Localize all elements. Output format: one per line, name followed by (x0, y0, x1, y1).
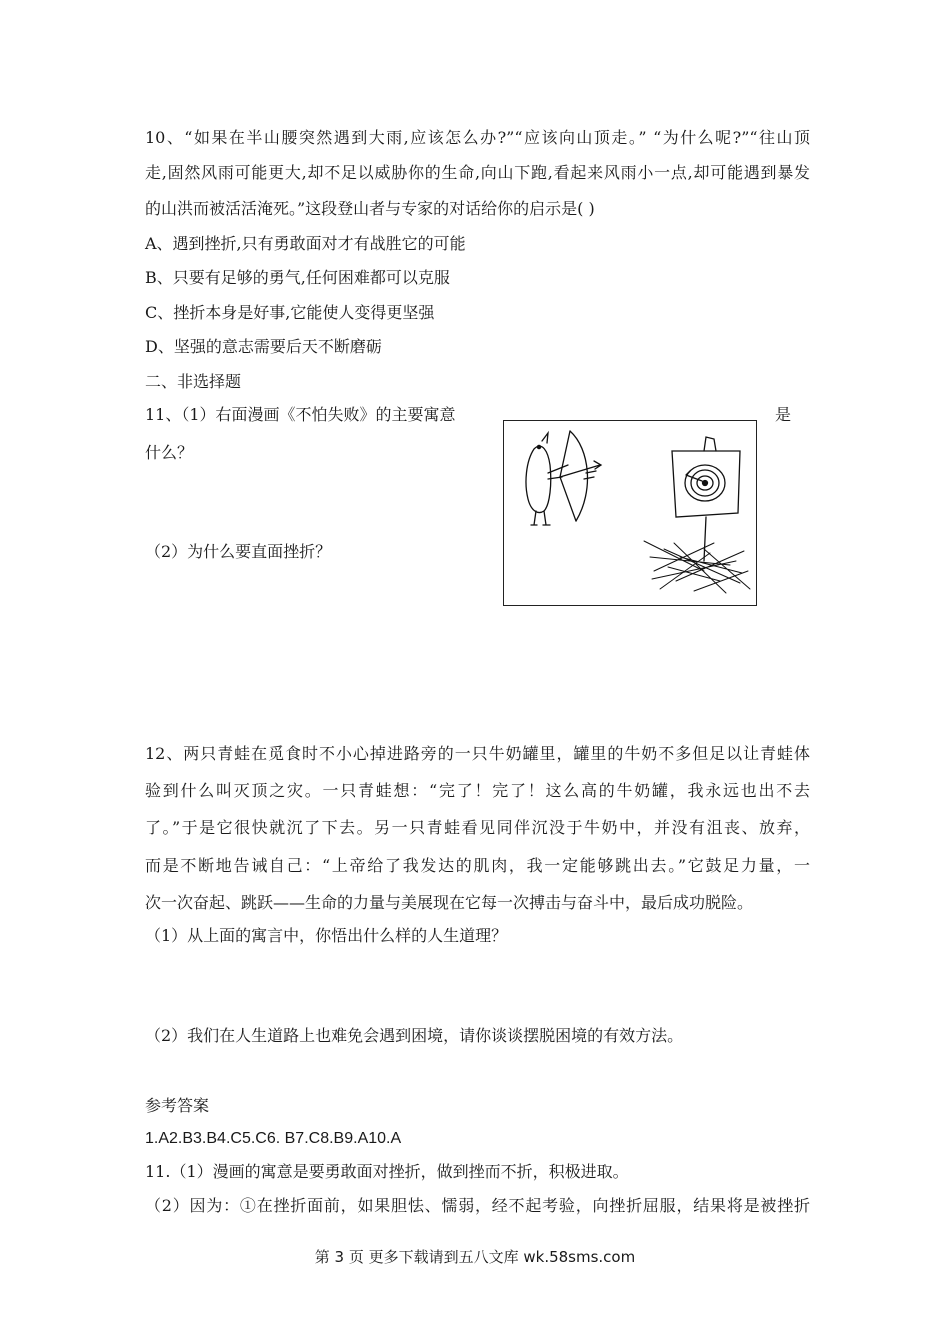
q12-line-5: 次一次奋起、跳跃——生命的力量与美展现在它每一次搏击与奋斗中，最后成功脱险。 (145, 893, 754, 912)
bow (570, 431, 587, 521)
q12-line-4: 而是不断地告诫自己：“上帝给了我发达的肌肉，我一定能够跳出去。”它鼓足力量，一 (145, 856, 810, 875)
target-post (704, 517, 706, 561)
archer-ear (542, 433, 548, 443)
q11-part2: （2）为什么要直面挫折？ (145, 542, 332, 561)
answer-11-part2: （2）因为：①在挫折面前，如果胆怯、懦弱，经不起考验，向挫折屈服，结果将是被挫折 (145, 1196, 810, 1215)
q10-option-c: C、挫折本身是好事,它能使人变得更坚强 (145, 303, 435, 322)
q10-option-d: D、坚强的意志需要后天不断磨砺 (145, 337, 382, 356)
target-top (704, 437, 716, 451)
q12-line-1: 12、两只青蛙在觅食时不小心掉进路旁的一只牛奶罐里，罐里的牛奶不多但足以让青蛙体 (145, 744, 810, 763)
answer-11-part1: 11.（1）漫画的寓意是要勇敢面对挫折，做到挫而不折，积极进取。 (145, 1162, 629, 1181)
q12-line-2: 验到什么叫灭顶之灾。一只青蛙想：“完了！完了！这么高的牛奶罐，我永远也出不去 (145, 781, 810, 800)
q11-part1: 11、（1）右面漫画《不怕失败》的主要寓意 (145, 405, 456, 424)
q12-line-3: 了。”于是它很快就沉了下去。另一只青蛙看见同伴沉没于牛奶中，并没有沮丧、放弃， (145, 818, 810, 837)
broken-arrows (644, 541, 750, 593)
archer-body (526, 446, 551, 512)
q12-sub-2: （2）我们在人生道路上也难免会遇到困境，请你谈谈摆脱困境的有效方法。 (145, 1026, 684, 1045)
q10-option-b: B、只要有足够的勇气,任何困难都可以克服 (145, 268, 450, 287)
cartoon-not-afraid-of-failure (503, 420, 757, 606)
q10-line-1: 10、“如果在半山腰突然遇到大雨,应该怎么办?”“应该向山顶走。” “为什么呢?”“往山顶 (145, 128, 810, 147)
motion-lines (584, 471, 596, 479)
answers-choices: 1.A2.B3.B4.C5.C6. B7.C8.B9.A10.A (145, 1130, 402, 1147)
q10-line-3: 的山洪而被活活淹死。”这段登山者与专家的对话给你的启示是( ) (145, 199, 595, 218)
cartoon-drawing (504, 421, 755, 604)
q11-part1-end: 什么？ (145, 443, 194, 462)
answers-heading: 参考答案 (145, 1096, 210, 1115)
arrow-in-target (686, 471, 702, 481)
q10-option-a: A、遇到挫折,只有勇敢面对才有战胜它的可能 (145, 234, 466, 253)
q10-line-2: 走,固然风雨可能更大,却不足以威胁你的生命,向山下跑,看起来风雨小一点,却可能遇到暴发 (145, 163, 810, 182)
q11-part1-tail: 是 (775, 405, 792, 424)
q12-sub-1: （1）从上面的寓言中，你悟出什么样的人生道理？ (145, 926, 508, 945)
archer-eye (537, 445, 540, 448)
arrow (560, 461, 601, 477)
section-heading: 二、非选择题 (145, 372, 242, 391)
page-footer: 第 3 页 更多下载请到五八文库 wk.58sms.com (314, 1248, 636, 1266)
